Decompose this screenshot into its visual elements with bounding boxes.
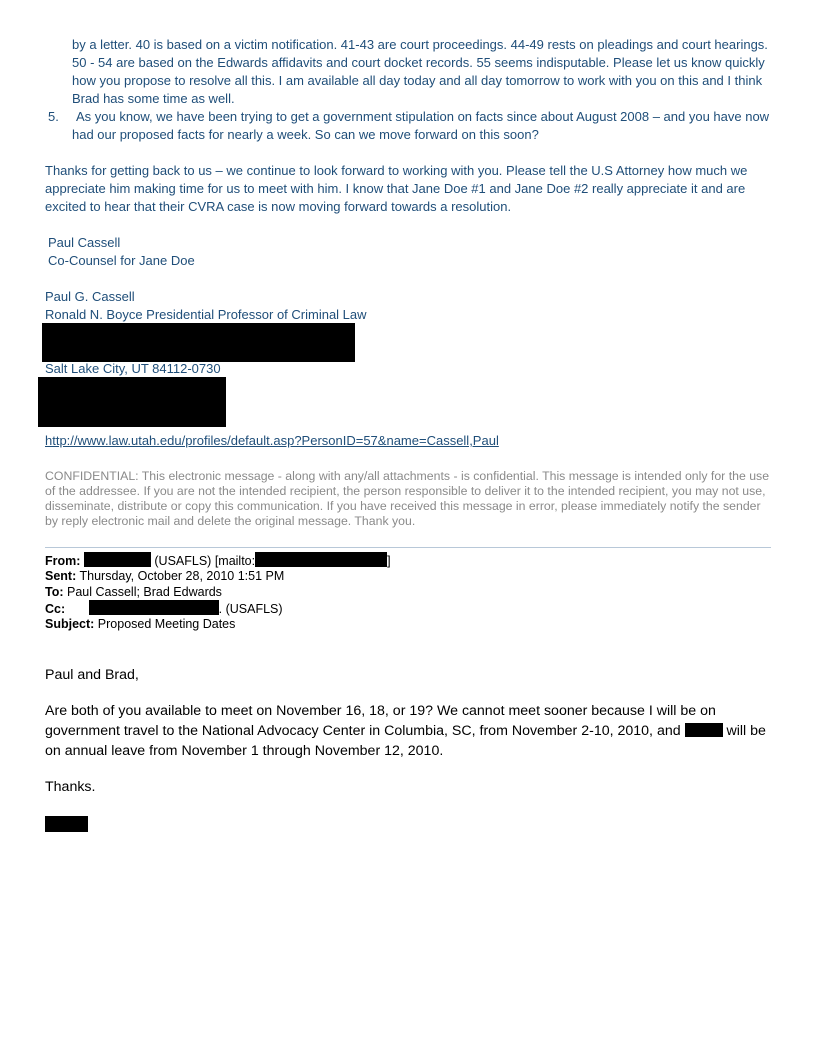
closing-paragraph: Thanks for getting back to us – we continue to look forward to working with you. Please tell the U.S Attorney how much we appreciate him making time for us to meet with him. I know that Jane Doe #1 and Jane Doe #2 really appreciate it and are excited to hear that their CVRA case is now moving forward towards a resolution. bbox=[45, 163, 748, 214]
redaction-signature bbox=[45, 816, 88, 832]
sign-name: Paul Cassell bbox=[48, 235, 121, 250]
signature-name: Paul G. Cassell bbox=[45, 289, 135, 304]
signature-city: Salt Lake City, UT 84112-0730 bbox=[45, 361, 221, 376]
header-to-line bbox=[45, 584, 222, 600]
header-sent-line bbox=[45, 568, 284, 584]
message-greeting: Paul and Brad, bbox=[45, 667, 139, 683]
message-body bbox=[45, 701, 775, 761]
from-suffix: (USAFLS) [mailto: bbox=[154, 554, 256, 568]
header-subject-line bbox=[45, 616, 235, 632]
redaction-from-email bbox=[255, 552, 387, 567]
item-5-text: As you know, we have been trying to get a government stipulation on facts since about August 2008 – and you have now had our proposed facts for nearly a week. So can we move forward on this soon? bbox=[72, 109, 770, 142]
message-body-part2: will be on annual leave from November 1 through November 12, 2010. bbox=[45, 723, 766, 759]
confidential-notice: CONFIDENTIAL: This electronic message - along with any/all attachments - is confidential. This message is intended only for the use of the addressee. If you are not the intended recipient, the person responsible to deliver it to the intended recipient, you may not use, disseminate, distribute or copy this communication. If you have received this message in error, please immediately notify the sender by reply electronic mail and delete the original message. Thank you. bbox=[45, 469, 770, 528]
to-value: Paul Cassell; Brad Edwards bbox=[67, 585, 222, 599]
profile-link[interactable]: http://www.law.utah.edu/profiles/default.asp?PersonID=57&name=Cassell,Paul bbox=[45, 433, 499, 448]
redaction-address bbox=[42, 323, 355, 362]
redaction-phone bbox=[38, 377, 226, 427]
signature-title: Ronald N. Boyce Presidential Professor of Criminal Law bbox=[45, 307, 367, 322]
redaction-cc-name bbox=[89, 600, 219, 615]
header-divider bbox=[45, 547, 771, 548]
redaction-from-name bbox=[84, 552, 151, 567]
sent-label: Sent: bbox=[45, 569, 77, 583]
sent-value: Thursday, October 28, 2010 1:51 PM bbox=[79, 569, 285, 583]
to-label: To: bbox=[45, 585, 64, 599]
from-label: From: bbox=[45, 554, 81, 568]
header-from-line bbox=[45, 552, 775, 569]
from-close: ] bbox=[387, 554, 391, 568]
cc-suffix: . (USAFLS) bbox=[218, 602, 283, 616]
subject-label: Subject: bbox=[45, 617, 95, 631]
subject-value: Proposed Meeting Dates bbox=[97, 617, 236, 631]
item-4-continuation: by a letter. 40 is based on a victim notification. 41-43 are court proceedings. 44-49 rests on pleadings and court hearings. 50 - 54 are based on the Edwards affidavits and court docket records. 55 seems indisputable. Please let us know quickly how you propose to resolve all this. I am available all day today and all day tomorrow to work with you on this and I think Brad has some time as well. bbox=[72, 37, 768, 106]
sign-role: Co-Counsel for Jane Doe bbox=[48, 253, 195, 268]
header-cc-line bbox=[45, 600, 775, 617]
cc-label: Cc: bbox=[45, 602, 66, 616]
message-body-part1: Are both of you available to meet on November 16, 18, or 19? We cannot meet sooner because I will be on government travel to the National Advocacy Center in Columbia, SC, from November 2-10, 2010, and bbox=[45, 703, 716, 739]
message-thanks: Thanks. bbox=[45, 779, 96, 795]
item-5-number: 5. bbox=[48, 109, 59, 124]
redaction-body-name bbox=[685, 723, 723, 737]
